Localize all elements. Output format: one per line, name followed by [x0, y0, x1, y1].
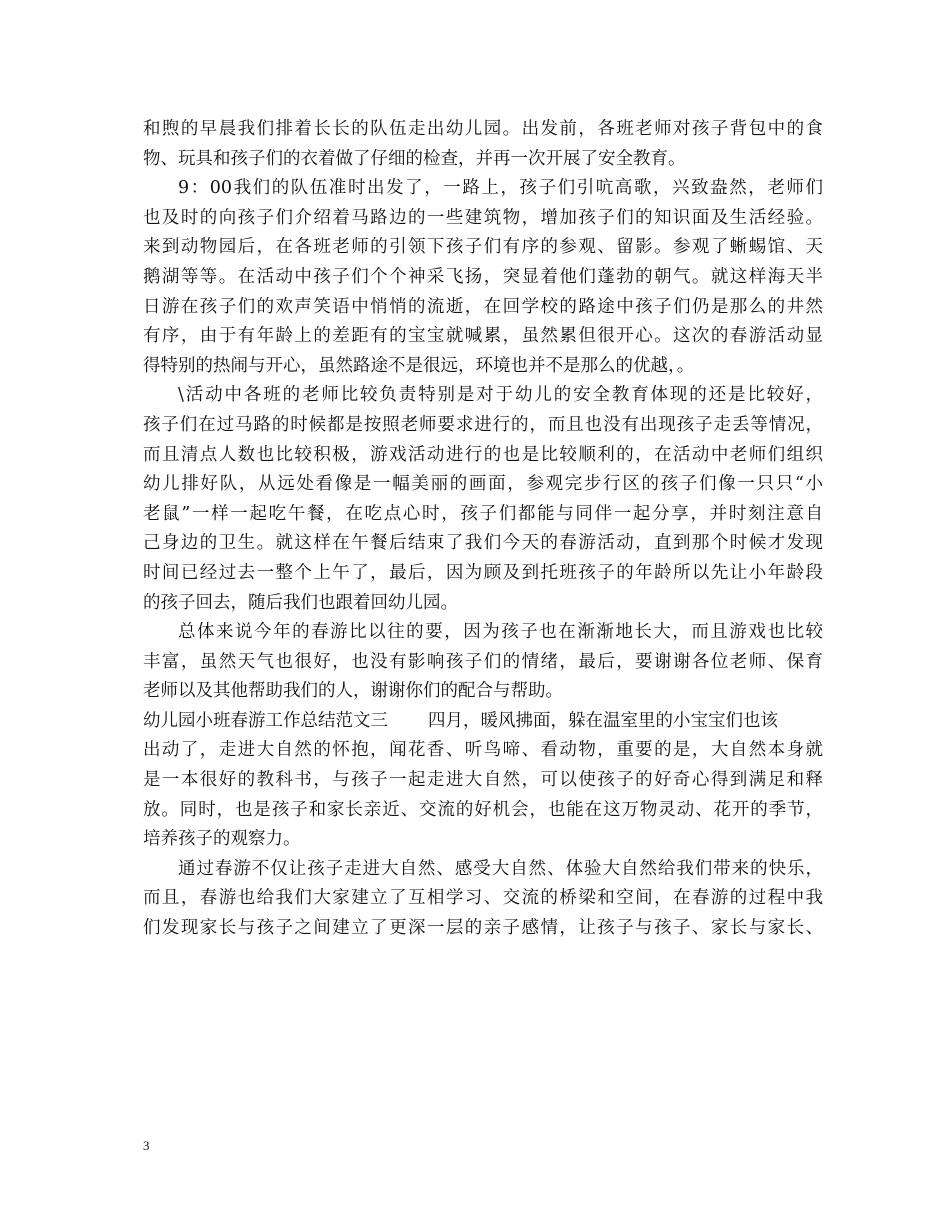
text-line: 得特别的热闹与开心，虽然路途不是很远，环境也并不是那么的优越，。 [143, 355, 695, 376]
section-heading: 幼儿园小班春游工作总结范文三 [143, 710, 388, 731]
text-line: 而且清点人数也比较积极，游戏活动进行的也是比较顺利的，在活动中老师们组织 [143, 444, 823, 465]
text-line: 而且，春游也给我们大家建立了互相学习、交流的桥梁和空间，在春游的过程中我 [143, 888, 823, 909]
text-line: 孩子们在过马路的时候都是按照老师要求进行的，而且也没有出现孩子走丢等情况， [143, 414, 823, 435]
text-line: 是一本很好的教科书，与孩子一起走进大自然，可以使孩子的好奇心得到满足和释 [143, 770, 823, 791]
text-line: 出动了，走进大自然的怀抱，闻花香、听鸟啼、看动物，重要的是，大自然本身就 [143, 740, 823, 761]
text-line: 通过春游不仅让孩子走进大自然、感受大自然、体验大自然给我们带来的快乐， [178, 858, 823, 879]
section-heading-line [143, 707, 823, 737]
text-line: 丰富，虽然天气也很好，也没有影响孩子们的情绪，最后，要谢谢各位老师、保育 [143, 651, 823, 672]
text-line: 的孩子回去，随后我们也跟着回幼儿园。 [143, 592, 458, 613]
text-run: 四月，暖风拂面，躲在温室里的小宝宝们也该 [428, 710, 778, 731]
text-line: 老鼠”一样一起吃午餐，在吃点心时，孩子们都能与同伴一起分享，并时刻注意自 [143, 503, 823, 524]
text-line: 鹅湖等等。在活动中孩子们个个神采飞扬，突显着他们蓬勃的朝气。就这样海天半 [143, 266, 823, 287]
body-text [143, 115, 823, 944]
text-line: 时间已经过去一整个上午了，最后，因为顾及到托班孩子的年龄所以先让小年龄段 [143, 562, 823, 583]
page-number: 3 [143, 1138, 150, 1153]
text-line: 日游在孩子们的欢声笑语中悄悄的流逝，在回学校的路途中孩子们仍是那么的井然 [143, 296, 823, 317]
text-line: \活动中各班的老师比较负责特别是对于幼儿的安全教育体现的还是比较好， [178, 385, 823, 406]
text-line: 放。同时，也是孩子和家长亲近、交流的好机会，也能在这万物灵动、花开的季节， [143, 799, 823, 820]
text-line: 们发现家长与孩子之间建立了更深一层的亲子感情，让孩子与孩子、家长与家长、 [143, 918, 823, 939]
text-line: 总体来说今年的春游比以往的要，因为孩子也在渐渐地长大，而且游戏也比较 [178, 622, 823, 643]
text-line: 9：00我们的队伍准时出发了，一路上，孩子们引吭高歌，兴致盎然，老师们 [178, 178, 823, 199]
text-line: 和煦的早晨我们排着长长的队伍走出幼儿园。出发前，各班老师对孩子背包中的食 [143, 119, 823, 139]
text-line: 也及时的向孩子们介绍着马路边的一些建筑物，增加孩子们的知识面及生活经验。 [143, 207, 823, 228]
text-line: 物、玩具和孩子们的衣着做了仔细的检查，并再一次开展了安全教育。 [143, 148, 686, 169]
text-line: 来到动物园后，在各班老师的引领下孩子们有序的参观、留影。参观了蜥蜴馆、天 [143, 237, 823, 258]
text-line: 培养孩子的观察力。 [143, 829, 301, 850]
text-line: 老师以及其他帮助我们的人，谢谢你们的配合与帮助。 [143, 681, 563, 702]
text-line: 己身边的卫生。就这样在午餐后结束了我们今天的春游活动，直到那个时候才发现 [143, 533, 823, 554]
text-line: 有序，由于有年龄上的差距有的宝宝就喊累，虽然累但很开心。这次的春游活动显 [143, 326, 823, 347]
text-line: 幼儿排好队，从远处看像是一幅美丽的画面，参观完步行区的孩子们像一只只“小 [143, 474, 823, 495]
